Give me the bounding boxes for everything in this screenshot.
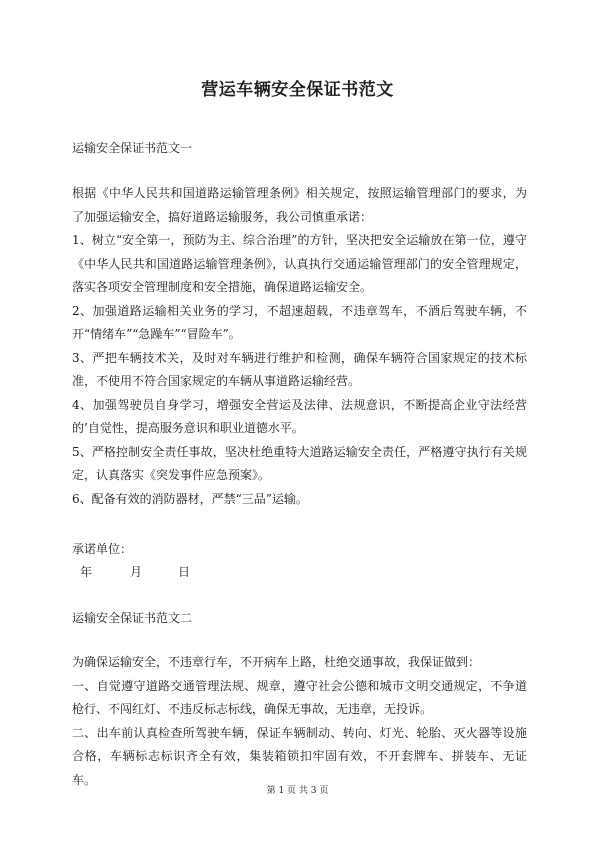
- section-two-intro: 为确保运输安全，不违章行车，不开病车上路，杜绝交通事故，我保证做到：: [72, 655, 481, 669]
- document-title: 营运车辆安全保证书范文: [201, 80, 394, 100]
- section-two-heading: 运输安全保证书范文二: [72, 611, 193, 625]
- section-one-heading: 运输安全保证书范文一: [72, 141, 193, 155]
- section-two-body: [72, 651, 527, 792]
- page-footer: 第 1 页 共 3 页: [266, 786, 329, 796]
- section-one-item: 6、配备有效的消防器材，严禁“三品”运输。: [72, 491, 308, 506]
- date-line: [80, 563, 190, 580]
- section-one-intro: 根据《中华人民共和国道路运输管理条例》相关规定，按照运输管理部门的要求，为了加强运输安全，搞好道路运输服务，我公司慎重承诺：: [72, 186, 527, 224]
- section-one-item: 2、加强道路运输相关业务的学习，不超速超载，不违章驾车，不酒后驾驶车辆，不开“情绪车”“急躁车”“冒险车”。: [72, 303, 527, 341]
- section-one-body: [72, 182, 527, 511]
- date-day: 日: [178, 565, 191, 579]
- section-two-item: 一、自觉遵守道路交通管理法规、规章，遵守社会公德和城市文明交通规定，不争道枪行、不闯红灯、不违反标志标线，确保无事故，无违章，无投诉。: [72, 678, 527, 716]
- date-year: 年: [80, 565, 93, 579]
- signature-label: 承诺单位：: [72, 542, 133, 556]
- section-one-item: 3、严把车辆技术关，及时对车辆进行维护和检测，确保车辆符合国家规定的技术标准，不使用不符合国家规定的车辆从事道路运输经营。: [72, 350, 527, 388]
- section-one-item: 1、树立“安全第一，预防为主、综合治理”的方针，坚决把安全运输放在第一位，遵守《中华人民共和国道路运输管理条例》，认真执行交通运输管理部门的安全管理规定，落实各项安全管理制度和安全措施，确保道路运输安全。: [72, 233, 527, 294]
- section-one-item: 4、加强驾驶员自身学习，增强安全营运及法律、法规意识，不断提高企业守法经营的’自觉性，提高服务意识和职业道德水平。: [72, 397, 527, 435]
- section-one-item: 5、严格控制安全责任事故，坚决杜绝重特大道路运输安全责任，严格遵守执行有关规定，认真落实《突发事件应急预案》。: [72, 444, 527, 482]
- section-two-item: 二、出车前认真检查所驾驶车辆，保证车辆制动、转向、灯光、轮胎、灭火器等设施合格，车辆标志标识齐全有效，集装箱锁扣牢固有效，不开套牌车、拼装车、无证车。: [72, 725, 527, 787]
- date-month: 月: [130, 565, 143, 579]
